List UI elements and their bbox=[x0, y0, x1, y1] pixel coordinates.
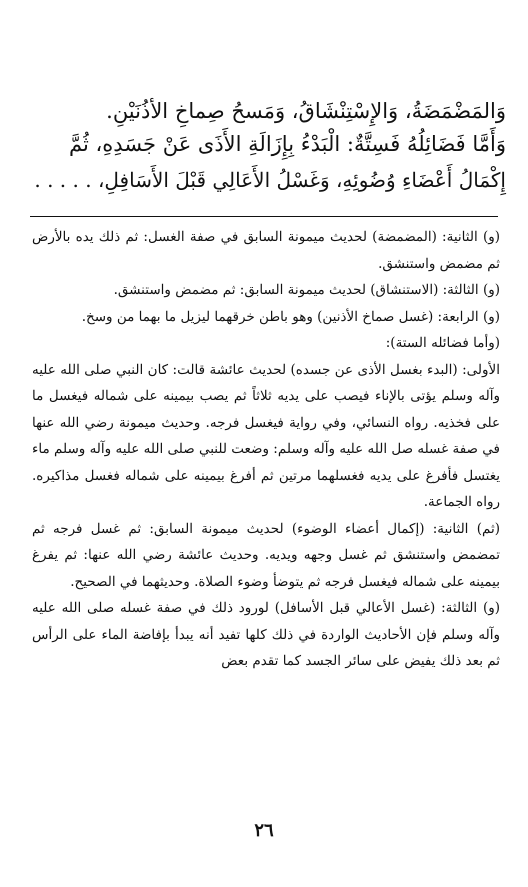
separator-rule bbox=[30, 216, 498, 217]
note-paragraph-1: (و) الثانية: (المضمضة) لحديث ميمونة السابق في صفة الغسل: ثم ذلك يده بالأرض ثم مضمض واستنشق. bbox=[32, 229, 500, 272]
commentary bbox=[32, 224, 500, 675]
matn-line-1: وَالمَضْمَضَةُ، وَالإِسْتِنْشَاقُ، وَمَسحُ صِماخِ الأذُنَيْنِ. bbox=[106, 99, 506, 123]
note-paragraph-5: (ثم) الثانية: (إكمال أعضاء الوضوء) لحديث ميمونة السابق: ثم غسل فرجه ثم تمضمض واستنشق ثم غسل وجهه ويديه. وحديث عائشة رضي الله عنها: ثم يفرغ بيمينه على شماله فيغسل فرجه ثم يتوضأ وضوء الصلاة. وحديثهما في الصحيح. bbox=[32, 520, 500, 590]
note-paragraph-2: (و) الثالثة: (الاستنشاق) لحديث ميمونة السابق: ثم مضمض واستنشق. bbox=[113, 282, 500, 298]
note-paragraph-4: الأولى: (البدء بغسل الأذى عن جسده) لحديث عائشة قالت: كان النبي صلى الله عليه وآله وسلم يؤتى بالإناء فيصب على يديه ثلاثاً ثم يصب بيمينه على شماله فيغسل ما على فخذيه. رواه النسائي، وفي رواية فيغسل فرجه. وحديث ميمونة رضي الله عنها في صفة غسله صل الله عليه وآله وسلم: وضعت للنبي صلى الله عليه وآله وسلم ماء يغتسل فأفرغ على يديه فغسلهما مرتين ثم أفرغ بيمينه على شماله فغسل مذاكيره. رواه الجماعة. bbox=[32, 361, 500, 510]
note-heading: (وأما فضائله الستة): bbox=[385, 335, 500, 351]
note-paragraph-3: (و) الرابعة: (غسل صماخ الأذنين) وهو باطن خرقهما ليزيل ما بهما من وسخ. bbox=[81, 308, 500, 325]
matn-line-3: إِكْمَالُ أَعْضَاءِ وُضُوئِهِ، وَغَسْلُ الأَعَالِي قَبْلَ الأَسَافِلِ، . . . . . bbox=[34, 168, 506, 192]
page-number: ٢٦ bbox=[254, 820, 274, 841]
matn-line-2: وَأَمَّا فَضَائِلُهُ فَسِتَّةٌ: الْبَدْءُ بِإِزَالَةِ الأَذَى عَنْ جَسَدِهِ، ثُمَّ bbox=[69, 132, 506, 156]
note-paragraph-6: (و) الثالثة: (غسل الأعالي قبل الأسافل) لورود ذلك في صفة غسله صلى الله عليه وآله وسلم فإن الأحاديث الواردة في ذلك كلها تفيد أنه يبدأ بإفاضة الماء على الرأس ثم بعد ذلك يفيض على سائر الجسد كما تقدم بعض bbox=[32, 600, 500, 669]
